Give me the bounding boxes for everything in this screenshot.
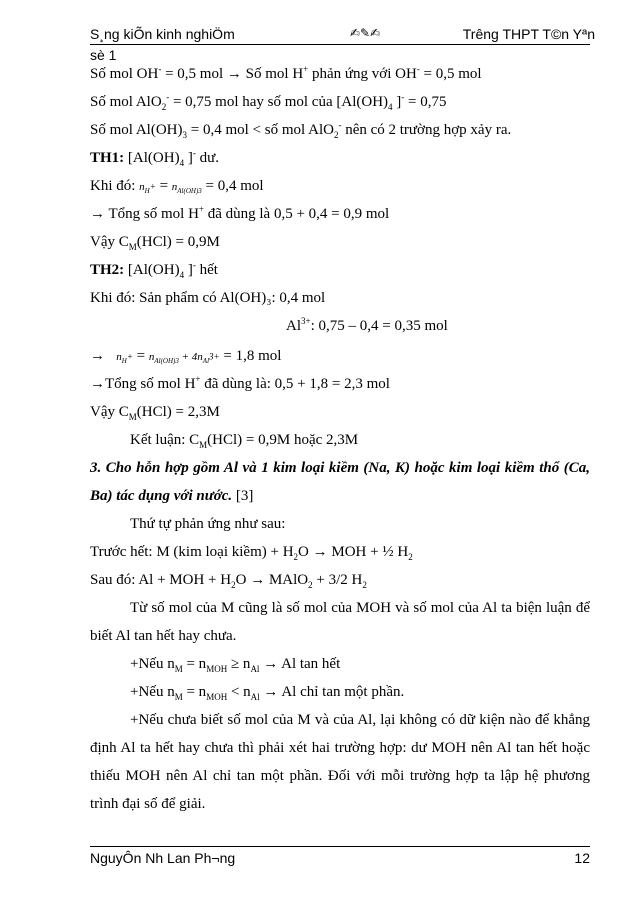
case-2-al-ion: $Al^{3+}$: 0,75 – 0,4 = 0,35 mol bbox=[286, 316, 448, 334]
reaction-1: Trước hết: M (kim loại kiềm) + $H_2O$ → MOH + ½ $H_2$ bbox=[90, 544, 413, 562]
paragraph-line: Từ số mol của M cũng là số mol của MOH và số mol của Al ta biện luận để bbox=[130, 600, 590, 616]
line-aloh3-moles: Số mol $Al(OH)_3 = 0,4$ mol < số mol AlO$_2$- nên có 2 trường hợp xảy ra. bbox=[90, 120, 512, 140]
footer-rule bbox=[90, 846, 590, 847]
reaction-order-intro: Thứ tự phản ứng như sau: bbox=[130, 516, 286, 532]
paragraph-line: +Nếu chưa biết số mol của M và của Al, lại không có dữ kiện nào để khẳng bbox=[130, 712, 590, 728]
paragraph-line: định Al ta hết hay chưa thì phải xét hai trường hợp: dư MOH nên Al tan hết hoặc bbox=[90, 740, 590, 756]
header-rule bbox=[90, 44, 590, 45]
conclusion: Kết luận: $C_M(HCl) = 0,9M$ hoặc 2,3M bbox=[130, 432, 359, 450]
paragraph-line: thiếu MOH nên Al chỉ tan một phần. Đối với mỗi trường hợp ta lập hệ phương bbox=[90, 768, 590, 784]
condition-full: +Nếu $n_M = n_{MOH} \ge n_{Al} \to Al$ tan hết bbox=[130, 656, 341, 674]
pen-ornament-icon: ✍✎✍ bbox=[350, 26, 381, 40]
arrow-icon: → bbox=[90, 206, 105, 222]
arrow-icon: → bbox=[90, 348, 105, 364]
case-1-equation: Khi đó: $n_{H^+} = n_{Al(OH)3} = 0,4$ mol bbox=[90, 178, 264, 196]
page-number: 12 bbox=[574, 850, 590, 866]
section-3-heading-cont: Ba) tác dụng với nước. [3] bbox=[90, 488, 254, 504]
case-2-concentration: Vậy $C_M(HCl) = 2,3M$ bbox=[90, 404, 220, 422]
paragraph-line: trình đại số để giải. bbox=[90, 796, 206, 812]
case-1-concentration: Vậy $C_M(HCl) = 0,9M$ bbox=[90, 234, 220, 252]
condition-partial: +Nếu $n_M = n_{MOH} < n_{Al} \to Al$ chỉ tan một phần. bbox=[130, 684, 405, 702]
arrow-icon: → bbox=[250, 572, 266, 588]
case-1-total: → Tổng số mol H+ đã dùng là 0,5 + 0,4 = 0,9 mol bbox=[90, 204, 390, 222]
header-school: Trêng THPT T©n Yªn bbox=[462, 26, 595, 42]
case-1-heading: TH1: [$Al(OH)_4$ ]- dư. bbox=[90, 148, 219, 168]
case-2-heading: TH2: [$Al(OH)_4$ ]- hết bbox=[90, 260, 218, 280]
case-2-equation: → $n_{H^+} = n_{Al(OH)3} + 4n_{Al^{3+}} = 1,8$ mol bbox=[90, 348, 282, 366]
arrow-icon: → bbox=[226, 66, 242, 82]
arrow-icon: → bbox=[90, 376, 105, 392]
header-title: S¸ng kiÕn kinh nghiÖm bbox=[90, 26, 235, 42]
line-oh-moles: Số mol OH- = 0,5 mol → Số mol H+ phản ứng với OH- = 0,5 mol bbox=[90, 64, 482, 82]
case-2-products: Khi đó: Sản phẩm có Al(OH)₃: 0,4 mol bbox=[90, 290, 326, 306]
arrow-icon: → bbox=[312, 544, 328, 560]
line-alo2-moles: Số mol AlO$_2$- = 0,75 mol hay số mol của [$Al(OH)_4$ ]- = 0,75 bbox=[90, 92, 447, 112]
footer-author: NguyÔn Nh Lan Ph¬ng bbox=[90, 850, 236, 866]
case-2-total: →Tổng số mol H+ đã dùng là: 0,5 + 1,8 = 2,3 mol bbox=[90, 374, 390, 392]
reaction-2: Sau đó: Al + MOH + $H_2O$ → MAlO$_2$ + 3/2 $H_2$ bbox=[90, 572, 367, 590]
arrow-icon: → bbox=[263, 656, 279, 672]
arrow-icon: → bbox=[263, 684, 279, 700]
header-school-continuation: sè 1 bbox=[90, 47, 117, 63]
section-3-heading: 3. Cho hỗn hợp gồm Al và 1 kim loại kiềm (Na, K) hoặc kim loại kiềm thổ (Ca, bbox=[90, 460, 590, 476]
paragraph-line: biết Al tan hết hay chưa. bbox=[90, 628, 237, 644]
